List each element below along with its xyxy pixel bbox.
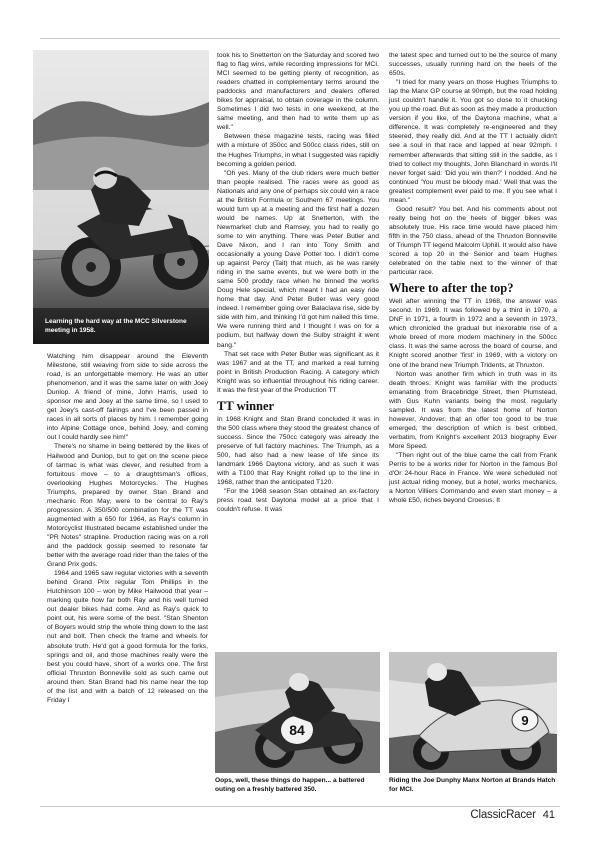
magazine-title-part-2: Racer: [506, 809, 536, 821]
photo-2-bike-number: 84: [289, 722, 305, 738]
column-3-paragraph: the latest spec and turned out to be the source of many successes, usually running hard on the heels of the 650s.: [389, 52, 557, 78]
footer-rule: [40, 806, 560, 807]
photo-2-caption: Oops, well, these things do happen... a battered outing on a freshly battered 350.: [215, 777, 365, 793]
photo-battered-350: [215, 652, 380, 773]
top-rule: [40, 38, 560, 39]
column-3-paragraph: "I tried for many years on those Hughes Triumphs to lap the Manx GP course at 90mph, but the road holding just couldn't handle it. You got so close to it chucking you up the road. But as soon as they made a production version if you like, of the Daytona machine, what a difference. It was completely re-engineered and they steered, they really did. And at the TT I actually didn't see a soul in that race and lapped at near 92mph. I remember afterwards that sitting still in the saddle, as I tried to collect my thoughts, John Blanchard in words I'll never forget said: 'Did you win then?' I nodded. And he continued 'You must be bloody mad.' Well that was the greatest complement ever paid to me. If you see what I mean.": [389, 79, 557, 204]
column-2-paragraph: Between these magazine tests, racing was filled with a mixture of 350cc and 500cc class rides, still on the Hughes Triumphs, in what I suggested was rapidly becoming a golden period.: [217, 133, 379, 168]
column-1-paragraph: 1964 and 1965 saw regular victories with a seventh behind Grand Prix regular Tom Phillips in the Hutchinson 100 – won by Mike Hailwood that year – marking quite how far both Ray and his well turned out dealer bikes had come. And as Ray's quick to point out, his were some of the best. "Stan Shenton of Boyers would strip the whole thing down to the last nut and bolt. Then check the frame and wheels for absolute truth. He'd got a good formula for the forks, springs and oil, and those machines really were the best you could have, short of a works one. The first official Thruxton Bonneville sold as such came out around then. Stan Brand had his name near the top of the list and with a batch of 12 released on the Friday I: [47, 570, 208, 704]
column-3-paragraph: "Then right out of the blue came the call from Frank Perris to be a works rider for Norton in the famous Bol d'Or 24-hour Race in France. We were scheduled not just actual riding money, but a hotel, works mechanics, a Norton Villiers Commando and even start money – a whole £50, riches beyond Croesus. It: [389, 451, 557, 505]
column-1-paragraph: There's no shame in being bettered by the likes of Hailwood and Dunlop, but to get on the scene piece of tarmac is what was clever, and resulted from a fortuitous move – to a draughtsman's offices, overlooking Hughes Motorcycles. The Hughes Triumphs, prepared by owner Stan Brand and mechanic Ron May, were to be central to Ray's progression. A 350/500 combination for the TT was augmented with a 650 for 1964, as Ray's column in Motorcyclist Illustrated became established under the "PR Notes" strapline. Production racing was on a roll and the paddock gossip seemed to resonate far better with the average road rider than the tales of the Grand Prix gods.: [47, 443, 208, 569]
article-column-3: [389, 51, 557, 643]
magazine-title: [470, 809, 535, 821]
page-footer: [470, 809, 555, 827]
page-number: 41: [542, 809, 555, 821]
column-2-paragraph: In 1968 Knight and Stan Brand concluded it was in the 500 class where they stood the greatest chance of success. Since the 750cc category was already the preserve of full factory machines. The Triumph, as a 500, had also had a new lease of life since its landmark 1966 Daytona victory, and as such it was with a T100 that Ray Knight rolled up to the line in 1968, rather than the anticipated T120.: [217, 415, 379, 487]
column-2-paragraph: "For the 1968 season Stan obtained an ex-factory press road test Daytona model at a price that I couldn't refuse. It was: [217, 488, 379, 514]
photo-rider-silverstone: [33, 50, 209, 344]
photo-3-bike-number: 9: [521, 713, 529, 728]
article-column-2: [217, 51, 379, 643]
photo-rider-silverstone-image: [33, 50, 209, 344]
section-heading-tt-winner: TT winner: [217, 398, 275, 413]
column-3-paragraph: Good result? You bet. And his comments about not really being hot on the heels of bigger bikes was absolutely true. His race time would have placed him fifth in the 750 class, ahead of the Thruxton Bonneville of Triumph TT legend Malcolm Uphill. It would also have scored a top 20 in the Senior and team Hughes celebrated on the table next to the winner of that particular race.: [389, 205, 557, 277]
section-heading-where-to: Where to after the top?: [389, 281, 514, 296]
column-2-paragraph: "Oh yes. Many of the club riders were much better than people realised. The races were as good as Nationals and any one of perhaps six could win a race at the British Formula or Southern 67 meetings. You would turn up at a meeting and the first half a dozen would be names. Up at Snetterton, with the Newmarket club and Ramsey, you had to really go some to win anything. There was Peter Butler and Dave Nixon, and I ran into Tony Smith and occasionally a young Dave Potter too. I didn't come up against Percy (Tait) that much, as he was rarely riding in the same events, but we were both in the same 500 proddy race when he binned the works Doug Hele special, which meant I had an easy ride home that day. And Peter Butler was very good indeed. I remember going over Balaclava rise, side by side with him, and thinking I'd got him nailed this time. We were running third and I thought I was on for a podium, but halfway down the Sulby straight it went bang.": [217, 169, 379, 349]
photo-battered-350-image: [215, 652, 380, 773]
photo-manx-norton-image: [389, 652, 557, 773]
photo-1-caption: Learning the hard way at the MCC Silverstone meeting in 1958.: [45, 318, 187, 334]
article-column-1: [47, 352, 208, 796]
magazine-title-part-1: Classic: [470, 809, 507, 821]
column-3-paragraph: Norton was another firm which in truth was in its death throes. Knight was familiar with the products emanating from Bracebridge Street, then Plumstead, with Gus Kuhn variants being the most regularly sampled. It was from the latest home of Norton however, Andover, that an offer too good to be true emerged, the description of which is best cribbed, verbatim, from Knight's excellent 2013 biography Ever More Speed.: [389, 370, 557, 450]
photo-3-caption: Riding the Joe Dunphy Manx Norton at Brands Hatch for MCI.: [389, 777, 556, 793]
photo-manx-norton: [389, 652, 557, 773]
column-2-paragraph: took his to Snetterton on the Saturday and scored two flag to flag wins, while recording impressions for MCI. MCI seemed to be getting plenty of recognition, as readers chatted in complementary terms around the paddocks and manufacturers and dealers offered bikes for appraisal, to obtain coverage in the column. Sometimes I did two tests in one weekend, at the same meeting, and then had to write them up as well.": [217, 52, 379, 132]
column-3-paragraph: Well after winning the TT in 1968, the answer was second. In 1969. It was followed by a third in 1970, a DNF in 1971, a fourth in 1972 and a seventh in 1973, which chronicled the gradual but inexorable rise of a whole breed of more modern machinery in the 500cc class. It was the same across the board of course, and Knight scored another 'first' in 1969, with a victory on one of the brand new Triumph Tridents, at Thruxton.: [389, 298, 557, 369]
column-1-paragraph: Watching him disappear around the Eleventh Milestone, still weaving from side to side across the road, is an unforgettable memory. He was an utter phenomenon, and it was the same later on with Joey Dunlop. A friend of mine, John Harris, used to sponsor me and Joey at the same time, so I used to get Joey's cast-off fairings and I've been passed in races in all sorts of places by him. I remember going into Alpine Cottage once, behind Joey, and coming out I could hardly see him!": [47, 353, 208, 442]
column-2-paragraph: That set race with Peter Butler was significant as it was 1967 and at the TT, and marked a real turning point in British Production Racing. A category which Knight was so influential throughout his riding career. It was the first year of the Production TT: [217, 350, 379, 394]
